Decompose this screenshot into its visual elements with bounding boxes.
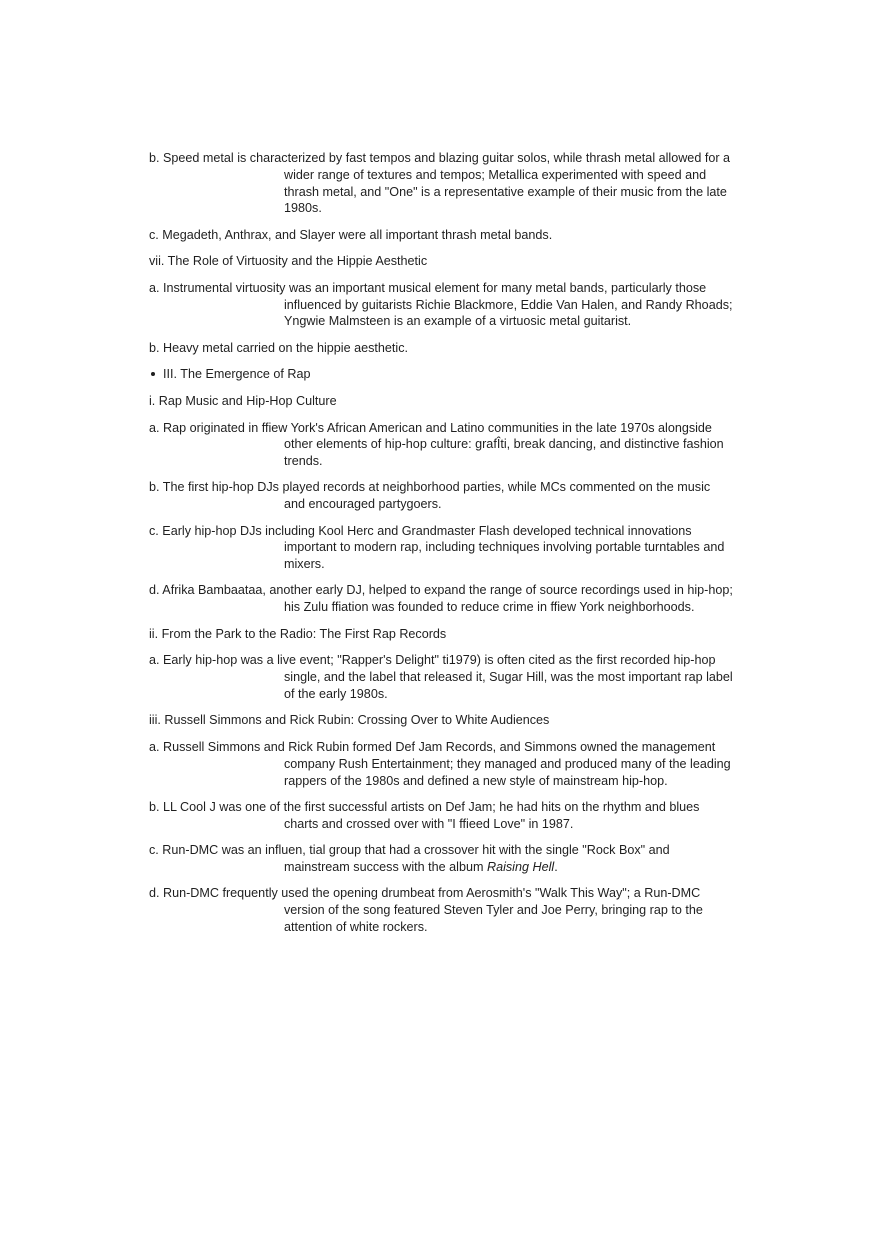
item-rappers-delight: a. Early hip-hop was a live event; "Rapper's Delight" ti1979) is often cited as the first recorded hip-hop single, and the label that released it, Sugar Hill, was the most important rap label of the early 1980s.: [149, 653, 733, 701]
item-run-dmc-suffix: .: [554, 859, 558, 874]
outline-content: [149, 150, 734, 945]
item-walk-this-way: d. Run-DMC frequently used the opening drumbeat from Aerosmith's "Walk This Way"; a Run-DMC version of the song featured Steven Tyler and Joe Perry, bringing rap to the attention of white rockers.: [149, 886, 703, 934]
heading-hiphop-culture: i. Rap Music and Hip-Hop Culture: [149, 393, 337, 408]
heading-emergence-of-rap: III. The Emergence of Rap: [163, 366, 311, 381]
item-ll-cool-j: b. LL Cool J was one of the first successful artists on Def Jam; he had hits on the rhythm and blues charts and crossed over with "I ffieed Love" in 1987.: [149, 799, 700, 831]
item-def-jam: a. Russell Simmons and Rick Rubin formed Def Jam Records, and Simmons owned the management company Rush Entertainment; they managed and produced many of the leading rappers of the 1980s and defined a new style of mainstream hip-hop.: [149, 740, 731, 788]
item-kool-herc: c. Early hip-hop DJs including Kool Herc and Grandmaster Flash developed technical innovations important to modern rap, including techniques involving portable turntables and mixers.: [149, 523, 725, 572]
item-first-djs: b. The first hip-hop DJs played records at neighborhood parties, while MCs commented on the music and encouraged partygoers.: [149, 480, 711, 512]
item-hippie-aesthetic: b. Heavy metal carried on the hippie aesthetic.: [149, 340, 409, 355]
item-afrika-bambaataa: d. Afrika Bambaataa, another early DJ, helped to expand the range of source recordings used in hip-hop; his Zulu ffiation was founded to reduce crime in ffiew York neighborhoods.: [149, 583, 733, 615]
item-run-dmc: [149, 842, 734, 876]
item-speed-metal: b. Speed metal is characterized by fast tempos and blazing guitar solos, while thrash metal allowed for a wider range of textures and tempos; Metallica experimented with speed and thrash metal, and "One" is a representative example of their music from the late 1980s.: [149, 151, 731, 216]
item-run-dmc-text: c. Run-DMC was an influen, tial group that had a crossover hit with the single "Rock Box" and mainstream success with the album: [149, 843, 670, 874]
item-instrumental-virtuosity: a. Instrumental virtuosity was an important musical element for many metal bands, particularly those influenced by guitarists Richie Blackmore, Eddie Van Halen, and Randy Rhoads; Yngwie Malmsteen is an example of a virtuosic metal guitarist.: [149, 280, 733, 329]
heading-virtuosity: vii. The Role of Virtuosity and the Hippie Aesthetic: [149, 253, 428, 268]
album-title-raising-hell: Raising Hell: [486, 859, 555, 874]
item-rap-origins: a. Rap originated in ffiew York's African American and Latino communities in the late 1970s alongside other elements of hip-hop culture: grafÎti, break dancing, and distinctive fashion trends.: [149, 420, 724, 469]
bullet-heading-row: [149, 366, 734, 383]
bullet-icon: [151, 372, 155, 376]
heading-park-to-radio: ii. From the Park to the Radio: The First Rap Records: [149, 626, 447, 641]
heading-simmons-rubin: iii. Russell Simmons and Rick Rubin: Crossing Over to White Audiences: [149, 713, 550, 728]
item-thrash-bands: c. Megadeth, Anthrax, and Slayer were all important thrash metal bands.: [149, 227, 553, 242]
